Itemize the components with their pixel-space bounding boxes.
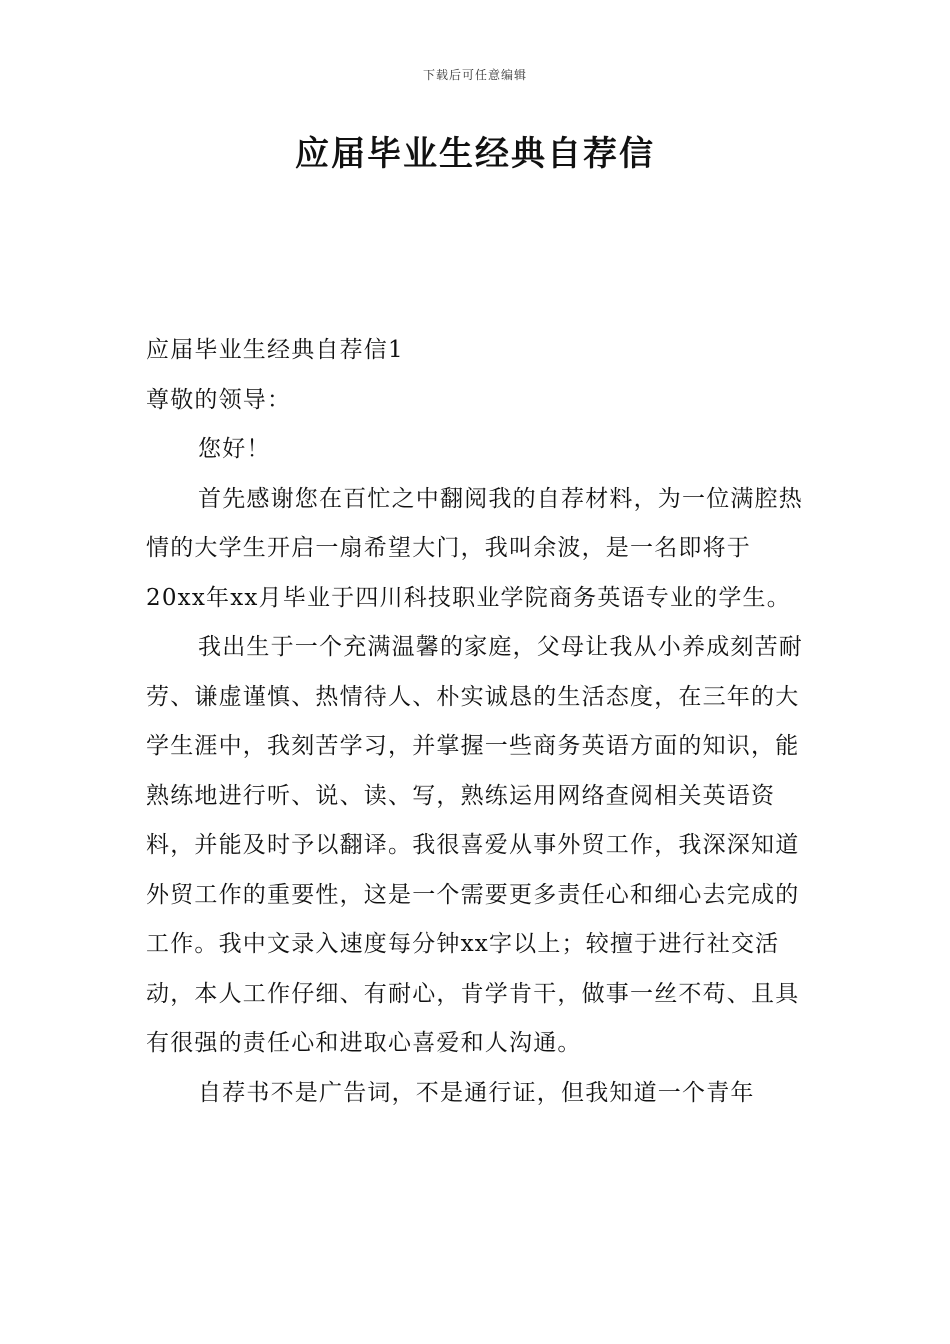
paragraph-intro: 首先感谢您在百忙之中翻阅我的自荐材料，为一位满腔热情的大学生开启一扇希望大门，我叫余波，是一名即将于20xx年xx月毕业于四川科技职业学院商务英语专业的学生。 (146, 485, 803, 611)
letter-body (146, 326, 806, 1118)
paragraph-closing-start: 自荐书不是广告词，不是通行证，但我知道一个青年 (198, 1079, 755, 1106)
paragraph-background: 我出生于一个充满温馨的家庭，父母让我从小养成刻苦耐劳、谦虚谨慎、热情待人、朴实诚恳的生活态度，在三年的大学生涯中，我刻苦学习，并掌握一些商务英语方面的知识，能熟练地进行听、说、读、写，熟练运用网络查阅相关英语资料，并能及时予以翻译。我很喜爱从事外贸工作，我深深知道外贸工作的重要性，这是一个需要更多责任心和细心去完成的工作。我中文录入速度每分钟xx字以上；较擅于进行社交活动，本人工作仔细、有耐心，肯学肯干，做事一丝不苟、且具有很强的责任心和进取心喜爱和人沟通。 (146, 634, 803, 1056)
salutation: 尊敬的领导： (146, 386, 292, 413)
header-note: 下载后可任意编辑 (422, 68, 527, 82)
document-title: 应届毕业生经典自荐信 (295, 134, 655, 174)
greeting: 您好！ (198, 436, 271, 462)
section-heading: 应届毕业生经典自荐信1 (146, 337, 404, 363)
